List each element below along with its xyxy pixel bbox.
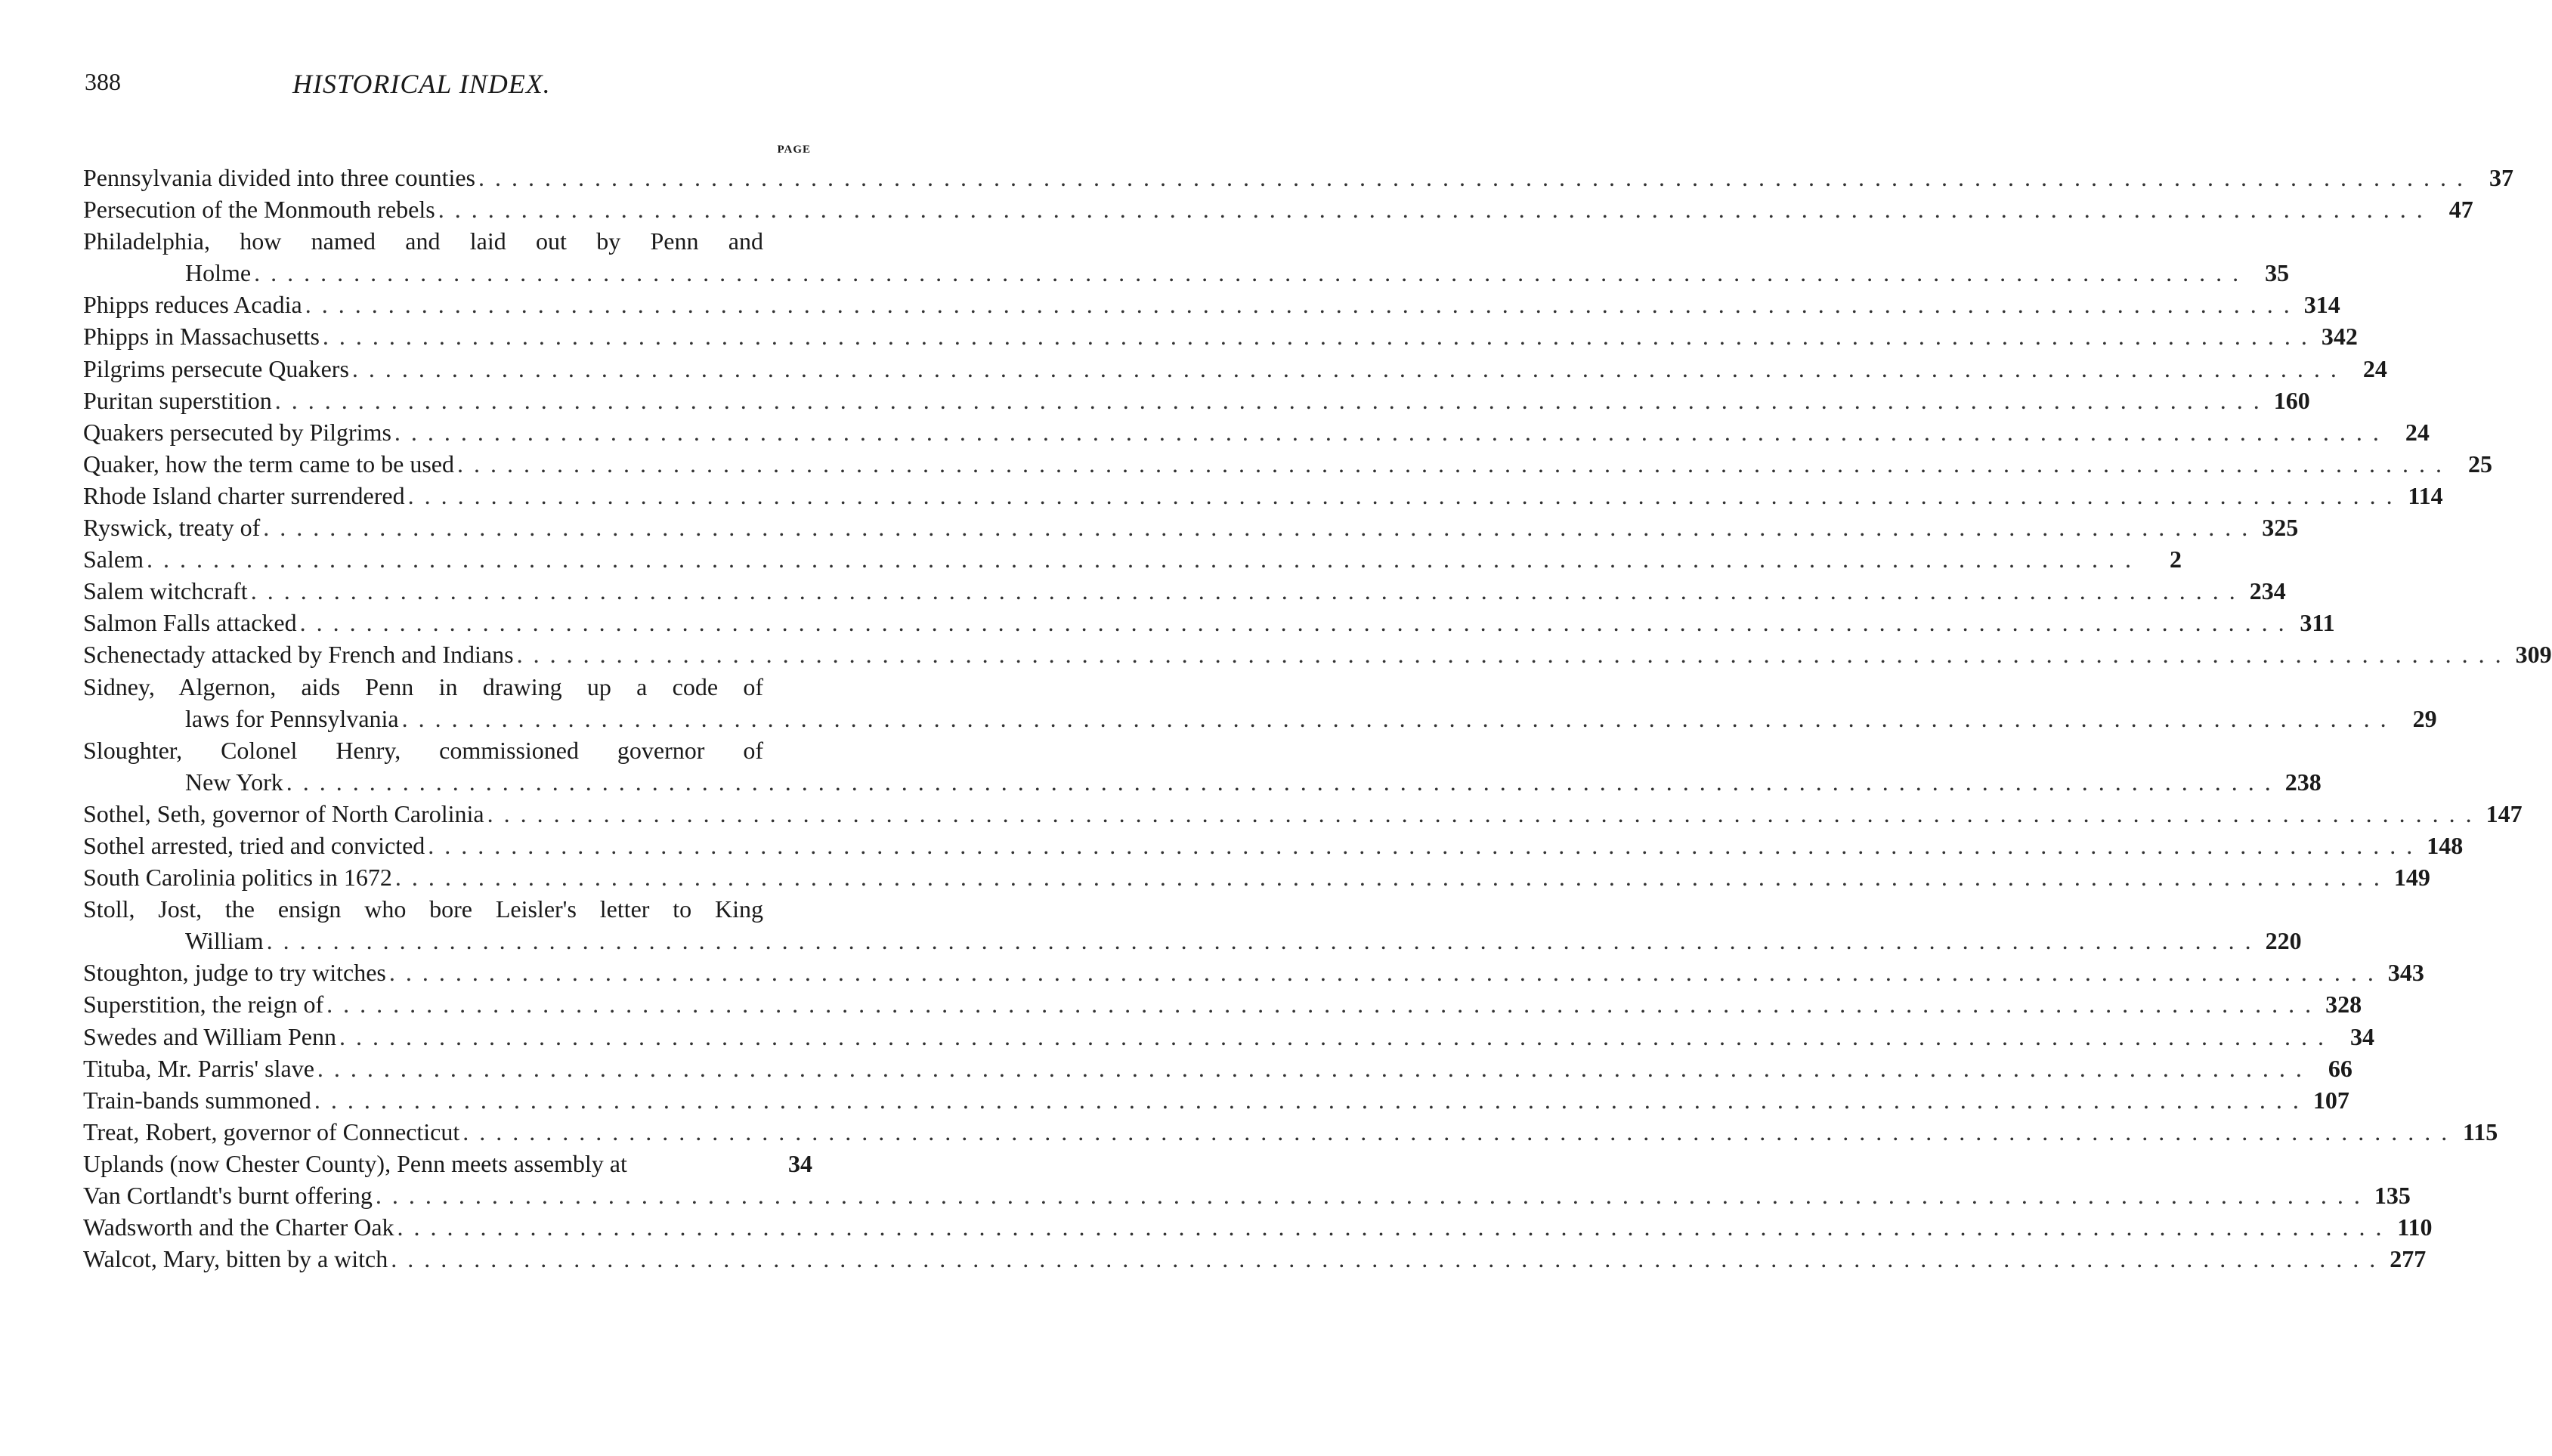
- entry-line: [83, 861, 2430, 893]
- entry-text: Persecution of the Monmouth rebels: [83, 196, 435, 224]
- entry-line: [83, 925, 2302, 957]
- dot-leader: . . . . . . . . . . . . . . . . . . . . . . . . . . . . . . . . . . . . . . . . . . . . . . . . . . . . . . . . . . . . . . . . . . . . . . . . . . . . . . . . . . . . . . . . . . . . . . . . . . . . . . . . . . . . . . . . . . . . . . . .: [388, 959, 2376, 987]
- index-entry: [83, 734, 2322, 798]
- index-entry: [83, 861, 2430, 893]
- index-entry: [83, 543, 2182, 575]
- page-column-label: PAGE: [777, 144, 811, 156]
- entry-line: [83, 257, 2290, 289]
- entry-line: [83, 1116, 2498, 1148]
- entry-page-number: 34: [788, 1149, 812, 1177]
- index-entry: [83, 1179, 2411, 1211]
- entry-text: Train-bands summoned: [83, 1086, 311, 1114]
- dot-leader: . . . . . . . . . . . . . . . . . . . . . . . . . . . . . . . . . . . . . . . . . . . . . . . . . . . . . . . . . . . . . . . . . . . . . . . . . . . . . . . . . . . . . . . . . . . . . . . . . . . . . . . . . . . . . . . . . . . . . . . .: [263, 514, 2250, 542]
- entry-line: [83, 1084, 2349, 1116]
- index-entry: [83, 1148, 812, 1179]
- entry-line: [83, 543, 2182, 575]
- running-title: HISTORICAL INDEX.: [292, 69, 551, 99]
- entry-text: Sothel arrested, tried and convicted: [83, 831, 425, 859]
- entry-text: Treat, Robert, governor of Connecticut: [83, 1118, 460, 1145]
- entry-page-number: 24: [2405, 418, 2430, 446]
- entry-page-number: 309: [2515, 641, 2552, 669]
- dot-leader: . . . . . . . . . . . . . . . . . . . . . . . . . . . . . . . . . . . . . . . . . . . . . . . . . . . . . . . . . . . . . . . . . . . . . . . . . . . . . . . . . . . . . . . . . . . . . . . . . . . . . . . . . . . . . . . . . . . . . . . .: [407, 481, 2395, 509]
- entry-line: [83, 638, 2552, 670]
- index-entry: [83, 638, 2552, 670]
- entry-line: [83, 512, 2299, 543]
- entry-line: [83, 607, 2335, 638]
- index-entry: [83, 385, 2310, 416]
- entry-line: [83, 448, 2492, 480]
- dot-leader: . . . . . . . . . . . . . . . . . . . . . . . . . . . . . . . . . . . . . . . . . . . . . . . . . . . . . . . . . . . . . . . . . . . . . . . . . . . . . . . . . . . . . . . . . . . . . . . . . . . . . . . . . . . . . . . . . . . . . . . .: [487, 799, 2474, 827]
- entry-line: [83, 703, 2437, 734]
- entry-page-number: 160: [2273, 386, 2310, 414]
- entry-line: [83, 416, 2430, 448]
- entry-page-number: 37: [2489, 164, 2513, 191]
- entry-page-number: 149: [2393, 864, 2430, 892]
- index-entry: [83, 1084, 2349, 1116]
- index-entry: [83, 893, 2302, 957]
- dot-leader: . . . . . . . . . . . . . . . . . . . . . . . . . . . . . . . . . . . . . . . . . . . . . . . . . . . . . . . . . . . . . . . . . . . . . . . . . . . . . . . . . . . . . . . . . . . . . . . . . . . . . . . . . . . . . . . . . . . . . . . .: [314, 1086, 2301, 1114]
- entry-line: [83, 1053, 2352, 1084]
- entry-text: New York: [185, 768, 283, 796]
- entry-line: [83, 193, 2473, 225]
- index-entry: [83, 416, 2430, 448]
- dot-leader: . . . . . . . . . . . . . . . . . . . . . . . . . . . . . . . . . . . . . . . . . . . . . . . . . . . . . . . . . . . . . . . . . . . . . . . . . . . . . . . . . . . . . . . . . . . . . . . . . . . . . . . . . . . . . . . . . . . . . . . .: [478, 164, 2465, 191]
- entry-text: Walcot, Mary, bitten by a witch: [83, 1245, 388, 1273]
- dot-leader: . . . . . . . . . . . . . . . . . . . . . . . . . . . . . . . . . . . . . . . . . . . . . . . . . . . . . . . . . . . . . . . . . . . . . . . . . . . . . . . . . . . . . . . . . . . . . . . . . . . . . . . . . . . . . . . . . . . . . . . .: [516, 641, 2504, 669]
- entry-text: Wadsworth and the Charter Oak: [83, 1213, 394, 1241]
- index-entry: [83, 575, 2286, 607]
- page-number: 388: [85, 68, 121, 95]
- entry-text: Ryswick, treaty of: [83, 514, 261, 542]
- entry-page-number: 107: [2312, 1086, 2349, 1114]
- entry-line: [83, 988, 2362, 1020]
- entry-text: Salem: [83, 546, 144, 573]
- entry-text: Quaker, how the term came to be used: [83, 450, 454, 478]
- index-entry: [83, 957, 2424, 988]
- entry-page-number: 325: [2262, 514, 2299, 542]
- entry-text: Uplands (now Chester County), Penn meets assembly at: [83, 1149, 627, 1177]
- dot-leader: . . . . . . . . . . . . . . . . . . . . . . . . . . . . . . . . . . . . . . . . . . . . . . . . . . . . . . . . . . . . . . . . . . . . . . . . . . . . . . . . . . . . . . . . . . . . . . . . . . . . . . . . . . . . . . . . . . . . . . . .: [401, 704, 2389, 732]
- entry-page-number: 328: [2325, 991, 2362, 1019]
- entry-text: Superstition, the reign of: [83, 991, 324, 1019]
- entry-line: [83, 830, 2464, 861]
- dot-leader: . . . . . . . . . . . . . . . . . . . . . . . . . . . . . . . . . . . . . . . . . . . . . . . . . . . . . . . . . . . . . . . . . . . . . . . . . . . . . . . . . . . . . . . . . . . . . . . . . . . . . . . . . . . . . . . . . . . . . . . .: [375, 1182, 2362, 1209]
- dot-leader: . . . . . . . . . . . . . . . . . . . . . . . . . . . . . . . . . . . . . . . . . . . . . . . . . . . . . . . . . . . . . . . . . . . . . . . . . . . . . . . . . . . . . . . . . . . . . . . . . . . . . . . . . . . . . . . . . . . . . . . .: [146, 546, 2133, 573]
- index-entry: [83, 798, 2523, 830]
- entry-page-number: 148: [2427, 831, 2464, 859]
- entry-text: Sothel, Seth, governor of North Carolinia: [83, 799, 484, 827]
- dot-leader: . . . . . . . . . . . . . . . . . . . . . . . . . . . . . . . . . . . . . . . . . . . . . . . . . . . . . . . . . . . . . . . . . . . . . . . . . . . . . . . . . . . . . . . . . . . . . . . . . . . . . . . . . . . . . . . . . . . . . . . .: [351, 354, 2339, 382]
- entry-text: Salem witchcraft: [83, 577, 248, 605]
- entry-page-number: 2: [2169, 546, 2182, 573]
- entry-page-number: 114: [2408, 481, 2443, 509]
- entry-text: South Carolinia politics in 1672: [83, 864, 392, 892]
- entry-text: Phipps reduces Acadia: [83, 291, 302, 319]
- entry-page-number: 110: [2397, 1213, 2433, 1241]
- entry-page-number: 29: [2412, 704, 2437, 732]
- index-entry: [83, 1243, 2427, 1275]
- dot-leader: . . . . . . . . . . . . . . . . . . . . . . . . . . . . . . . . . . . . . . . . . . . . . . . . . . . . . . . . . . . . . . . . . . . . . . . . . . . . . . . . . . . . . . . . . . . . . . . . . . . . . . . . . . . . . . . . . . . . . . . .: [305, 291, 2292, 319]
- entry-text: Stoll, Jost, the ensign who bore Leisler's letter to King: [83, 895, 763, 923]
- entry-page-number: 147: [2485, 799, 2523, 827]
- dot-leader: . . . . . . . . . . . . . . . . . . . . . . . . . . . . . . . . . . . . . . . . . . . . . . . . . . . . . . . . . . . . . . . . . . . . . . . . . . . . . . . . . . . . . . . . . . . . . . . . . . . . . . . . . . . . . . . . . . . . . . . .: [286, 768, 2273, 796]
- entry-text: Pennsylvania divided into three counties: [83, 164, 475, 191]
- entry-text: William: [185, 927, 264, 955]
- entry-line: [83, 1243, 2427, 1275]
- dot-leader: . . . . . . . . . . . . . . . . . . . . . . . . . . . . . . . . . . . . . . . . . . . . . . . . . . . . . . . . . . . . . . . . . . . . . . . . . . . . . . . . . . . . . . . . . . . . . . . . . . . . . . . . . . . . . . . . . . . . . . . .: [322, 323, 2309, 351]
- dot-leader: . . . . . . . . . . . . . . . . . . . . . . . . . . . . . . . . . . . . . . . . . . . . . . . . . . . . . . . . . . . . . . . . . . . . . . . . . . . . . . . . . . . . . . . . . . . . . . . . . . . . . . . . . . . . . . . . . . . . . . . .: [274, 386, 2262, 414]
- entry-line: [83, 575, 2286, 607]
- entry-line: [83, 480, 2443, 512]
- entry-page-number: 34: [2349, 1022, 2374, 1050]
- entry-text: Sloughter, Colonel Henry, commissioned governor of: [83, 736, 763, 764]
- dot-leader: . . . . . . . . . . . . . . . . . . . . . . . . . . . . . . . . . . . . . . . . . . . . . . . . . . . . . . . . . . . . . . . . . . . . . . . . . . . . . . . . . . . . . . . . . . . . . . . . . . . . . . . . . . . . . . . . . . . . . . . .: [266, 927, 2253, 955]
- entry-page-number: 115: [2463, 1118, 2498, 1145]
- entry-text: Holme: [185, 259, 252, 287]
- entry-page-number: 342: [2321, 323, 2358, 351]
- dot-leader: . . . . . . . . . . . . . . . . . . . . . . . . . . . . . . . . . . . . . . . . . . . . . . . . . . . . . . . . . . . . . . . . . . . . . . . . . . . . . . . . . . . . . . . . . . . . . . . . . . . . . . . . . . . . . . . . . . . . . . . .: [250, 577, 2238, 605]
- entry-text: Puritan superstition: [83, 386, 272, 414]
- entry-page-number: 66: [2328, 1054, 2352, 1082]
- dot-leader: . . . . . . . . . . . . . . . . . . . . . . . . . . . . . . . . . . . . . . . . . . . . . . . . . . . . . . . . . . . . . . . . . . . . . . . . . . . . . . . . . . . . . . . . . . . . . . . . . . . . . . . . . . . . . . . . . . . . . . . .: [326, 991, 2314, 1019]
- dot-leader: . . . . . . . . . . . . . . . . . . . . . . . . . . . . . . . . . . . . . . . . . . . . . . . . . . . . . . . . . . . . . . . . . . . . . . . . . . . . . . . . . . . . . . . . . . . . . . . . . . . . . . . . . . . . . . . . . . . . . . . .: [339, 1022, 2326, 1050]
- entry-text: Van Cortlandt's burnt offering: [83, 1182, 373, 1209]
- entry-page-number: 311: [2300, 609, 2335, 637]
- index-entry: [83, 193, 2473, 225]
- index-entry: [83, 988, 2362, 1020]
- entry-line: [83, 1148, 812, 1179]
- dot-leader: . . . . . . . . . . . . . . . . . . . . . . . . . . . . . . . . . . . . . . . . . . . . . . . . . . . . . . . . . . . . . . . . . . . . . . . . . . . . . . . . . . . . . . . . . . . . . . . . . . . . . . . . . . . . . . . . . . . . . . . .: [397, 1213, 2384, 1241]
- entry-text: Tituba, Mr. Parris' slave: [83, 1054, 314, 1082]
- index-entry: [83, 1053, 2352, 1084]
- entry-line: [83, 798, 2523, 830]
- entry-line: [83, 289, 2340, 320]
- index-entry: [83, 1211, 2433, 1243]
- index-entry: [83, 225, 2290, 289]
- dot-leader: . . . . . . . . . . . . . . . . . . . . . . . . . . . . . . . . . . . . . . . . . . . . . . . . . . . . . . . . . . . . . . . . . . . . . . . . . . . . . . . . . . . . . . . . . . . . . . . . . . . . . . . . . . . . . . . . . . . . . . . .: [438, 196, 2425, 224]
- dot-leader: . . . . . . . . . . . . . . . . . . . . . . . . . . . . . . . . . . . . . . . . . . . . . . . . . . . . . . . . . . . . . . . . . . . . . . . . . . . . . . . . . . . . . . . . . . . . . . . . . . . . . . . . . . . . . . . . . . . . . . . .: [254, 259, 2241, 287]
- page-header: [85, 68, 810, 113]
- dot-leader: . . . . . . . . . . . . . . . . . . . . . . . . . . . . . . . . . . . . . . . . . . . . . . . . . . . . . . . . . . . . . . . . . . . . . . . . . . . . . . . . . . . . . . . . . . . . . . . . . . . . . . . . . . . . . . . . . . . . . . . .: [462, 1118, 2450, 1145]
- dot-leader: . . . . . . . . . . . . . . . . . . . . . . . . . . . . . . . . . . . . . . . . . . . . . . . . . . . . . . . . . . . . . . . . . . . . . . . . . . . . . . . . . . . . . . . . . . . . . . . . . . . . . . . . . . . . . . . . . . . . . . . .: [394, 864, 2382, 892]
- index-entry: [83, 162, 2513, 193]
- entry-page-number: 135: [2374, 1182, 2411, 1209]
- dot-leader: . . . . . . . . . . . . . . . . . . . . . . . . . . . . . . . . . . . . . . . . . . . . . . . . . . . . . . . . . . . . . . . . . . . . . . . . . . . . . . . . . . . . . . . . . . . . . . . . . . . . . . . . . . . . . . . . . . . . . . . .: [456, 450, 2444, 478]
- entry-line: [83, 1211, 2433, 1243]
- index-entry: [83, 1116, 2498, 1148]
- index-entry: [83, 1021, 2374, 1053]
- dot-leader: . . . . . . . . . . . . . . . . . . . . . . . . . . . . . . . . . . . . . . . . . . . . . . . . . . . . . . . . . . . . . . . . . . . . . . . . . . . . . . . . . . . . . . . . . . . . . . . . . . . . . . . . . . . . . . . . . . . . . . . .: [394, 418, 2381, 446]
- entry-line: [83, 385, 2310, 416]
- index-entry: [83, 289, 2340, 320]
- entry-page-number: 343: [2387, 959, 2424, 987]
- entry-text: Swedes and William Penn: [83, 1022, 336, 1050]
- entry-text: Salmon Falls attacked: [83, 609, 297, 637]
- index-entry: [83, 353, 2387, 385]
- index-entry: [83, 480, 2443, 512]
- entry-page-number: 234: [2249, 577, 2286, 605]
- entry-text: Phipps in Massachusetts: [83, 323, 320, 351]
- index-entry: [83, 320, 2358, 352]
- dot-leader: . . . . . . . . . . . . . . . . . . . . . . . . . . . . . . . . . . . . . . . . . . . . . . . . . . . . . . . . . . . . . . . . . . . . . . . . . . . . . . . . . . . . . . . . . . . . . . . . . . . . . . . . . . . . . . . . . . . . . . . .: [299, 609, 2287, 637]
- index-entry: [83, 448, 2492, 480]
- entry-text: Sidney, Algernon, aids Penn in drawing up a code of: [83, 672, 763, 700]
- entry-page-number: 238: [2284, 768, 2322, 796]
- entry-page-number: 24: [2362, 354, 2387, 382]
- entry-page-number: 47: [2448, 196, 2473, 224]
- entry-line: [83, 320, 2358, 352]
- entry-page-number: 314: [2303, 291, 2340, 319]
- entry-page-number: 35: [2265, 259, 2290, 287]
- entry-text: laws for Pennsylvania: [185, 704, 399, 732]
- entry-line: [83, 957, 2424, 988]
- entry-page-number: 277: [2390, 1245, 2427, 1273]
- index-entry: [83, 607, 2335, 638]
- dot-leader: . . . . . . . . . . . . . . . . . . . . . . . . . . . . . . . . . . . . . . . . . . . . . . . . . . . . . . . . . . . . . . . . . . . . . . . . . . . . . . . . . . . . . . . . . . . . . . . . . . . . . . . . . . . . . . . . . . . . . . . .: [317, 1054, 2304, 1082]
- entry-line: [83, 766, 2322, 798]
- index-entry: [83, 512, 2299, 543]
- dot-leader: . . . . . . . . . . . . . . . . . . . . . . . . . . . . . . . . . . . . . . . . . . . . . . . . . . . . . . . . . . . . . . . . . . . . . . . . . . . . . . . . . . . . . . . . . . . . . . . . . . . . . . . . . . . . . . . . . . . . . . . .: [428, 831, 2415, 859]
- entry-page-number: 220: [2265, 927, 2302, 955]
- entry-text: Rhode Island charter surrendered: [83, 481, 405, 509]
- entry-line: [83, 1021, 2374, 1053]
- entry-line: [83, 353, 2387, 385]
- entry-line: [83, 1179, 2411, 1211]
- entry-line: [83, 162, 2513, 193]
- dot-leader: . . . . . . . . . . . . . . . . . . . . . . . . . . . . . . . . . . . . . . . . . . . . . . . . . . . . . . . . . . . . . . . . . . . . . . . . . . . . . . . . . . . . . . . . . . . . . . . . . . . . . . . . . . . . . . . . . . . . . . . .: [391, 1245, 2378, 1273]
- entry-text: Quakers persecuted by Pilgrims: [83, 418, 391, 446]
- entry-page-number: 25: [2467, 450, 2492, 478]
- entry-text: Pilgrims persecute Quakers: [83, 354, 349, 382]
- entry-text: Stoughton, judge to try witches: [83, 959, 386, 987]
- index-entry: [83, 830, 2464, 861]
- index-list: [83, 162, 2552, 1275]
- index-entry: [83, 671, 2437, 734]
- entry-text: Schenectady attacked by French and Indians: [83, 641, 514, 669]
- entry-text: Philadelphia, how named and laid out by Penn and: [83, 227, 763, 255]
